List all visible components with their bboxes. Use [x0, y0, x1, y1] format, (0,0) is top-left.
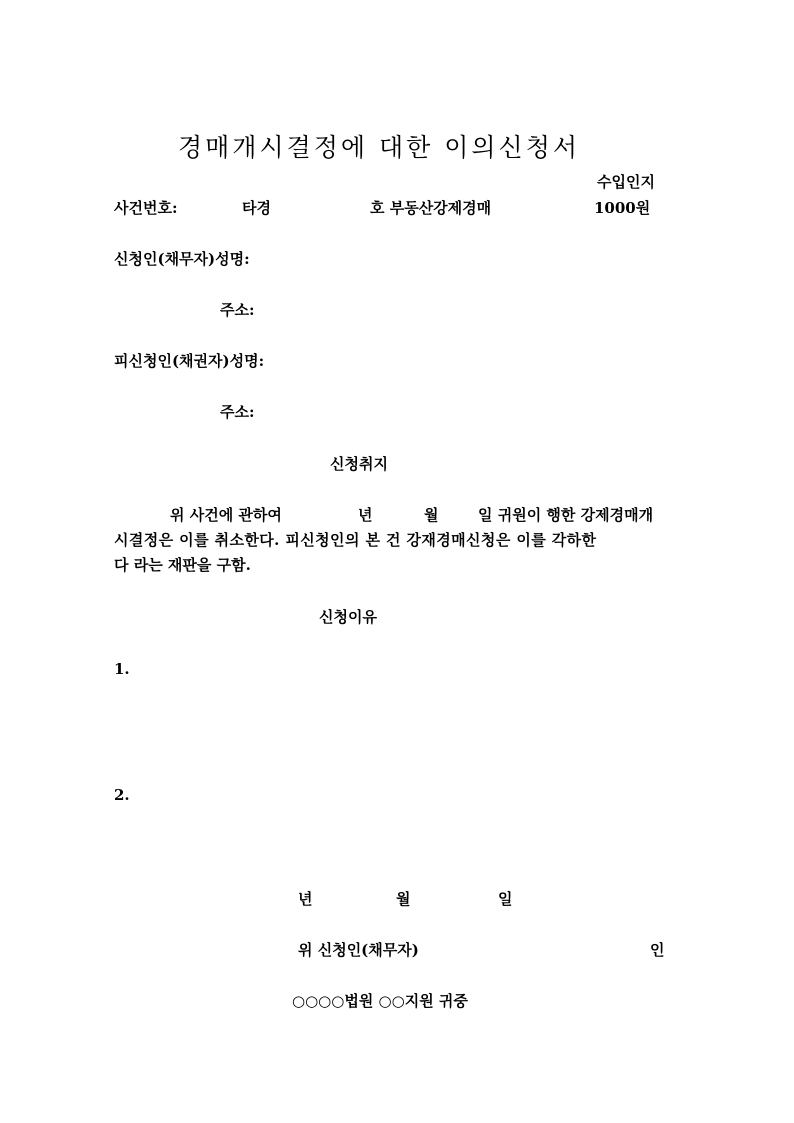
date-year: 년: [298, 890, 313, 908]
case-number-label: 사건번호:: [114, 199, 178, 217]
date-month: 월: [396, 890, 411, 908]
purpose-line3: 다 라는 재판을 구함.: [114, 556, 251, 574]
purpose-heading: 신청취지: [330, 455, 388, 473]
signature-seal: 인: [650, 941, 665, 959]
signature-label: 위 신청인(채무자): [298, 941, 419, 959]
purpose-line1-month: 월: [424, 506, 439, 524]
document-title: 경매개시결정에 대한 이의신청서: [178, 133, 580, 162]
case-number-prefix: 타경: [242, 199, 271, 217]
respondent-address-label: 주소:: [220, 403, 255, 421]
applicant-address-label: 주소:: [220, 301, 255, 319]
purpose-line2: 시결정은 이를 취소한다. 피신청인의 본 건 강재경매신청은 이를 각하한: [114, 531, 597, 549]
reason-item-1: 1.: [114, 660, 130, 678]
case-number-suffix: 호 부동산강제경매: [370, 199, 492, 217]
purpose-line1-a: 위 사건에 관하여: [170, 506, 282, 524]
applicant-name-label: 신청인(채무자)성명:: [114, 250, 250, 268]
revenue-stamp-label: 수입인지: [597, 173, 655, 191]
date-day: 일: [498, 890, 513, 908]
purpose-line1-year: 년: [358, 506, 373, 524]
purpose-line1-day: 일 귀원이 행한 강제경매개: [478, 506, 654, 524]
revenue-stamp-amount: 1000원: [594, 199, 651, 217]
reasons-heading: 신청이유: [319, 608, 377, 626]
reason-item-2: 2.: [114, 786, 130, 804]
court-addressee: ○○○○법원 ○○지원 귀중: [292, 992, 468, 1010]
respondent-name-label: 피신청인(채권자)성명:: [114, 352, 265, 370]
